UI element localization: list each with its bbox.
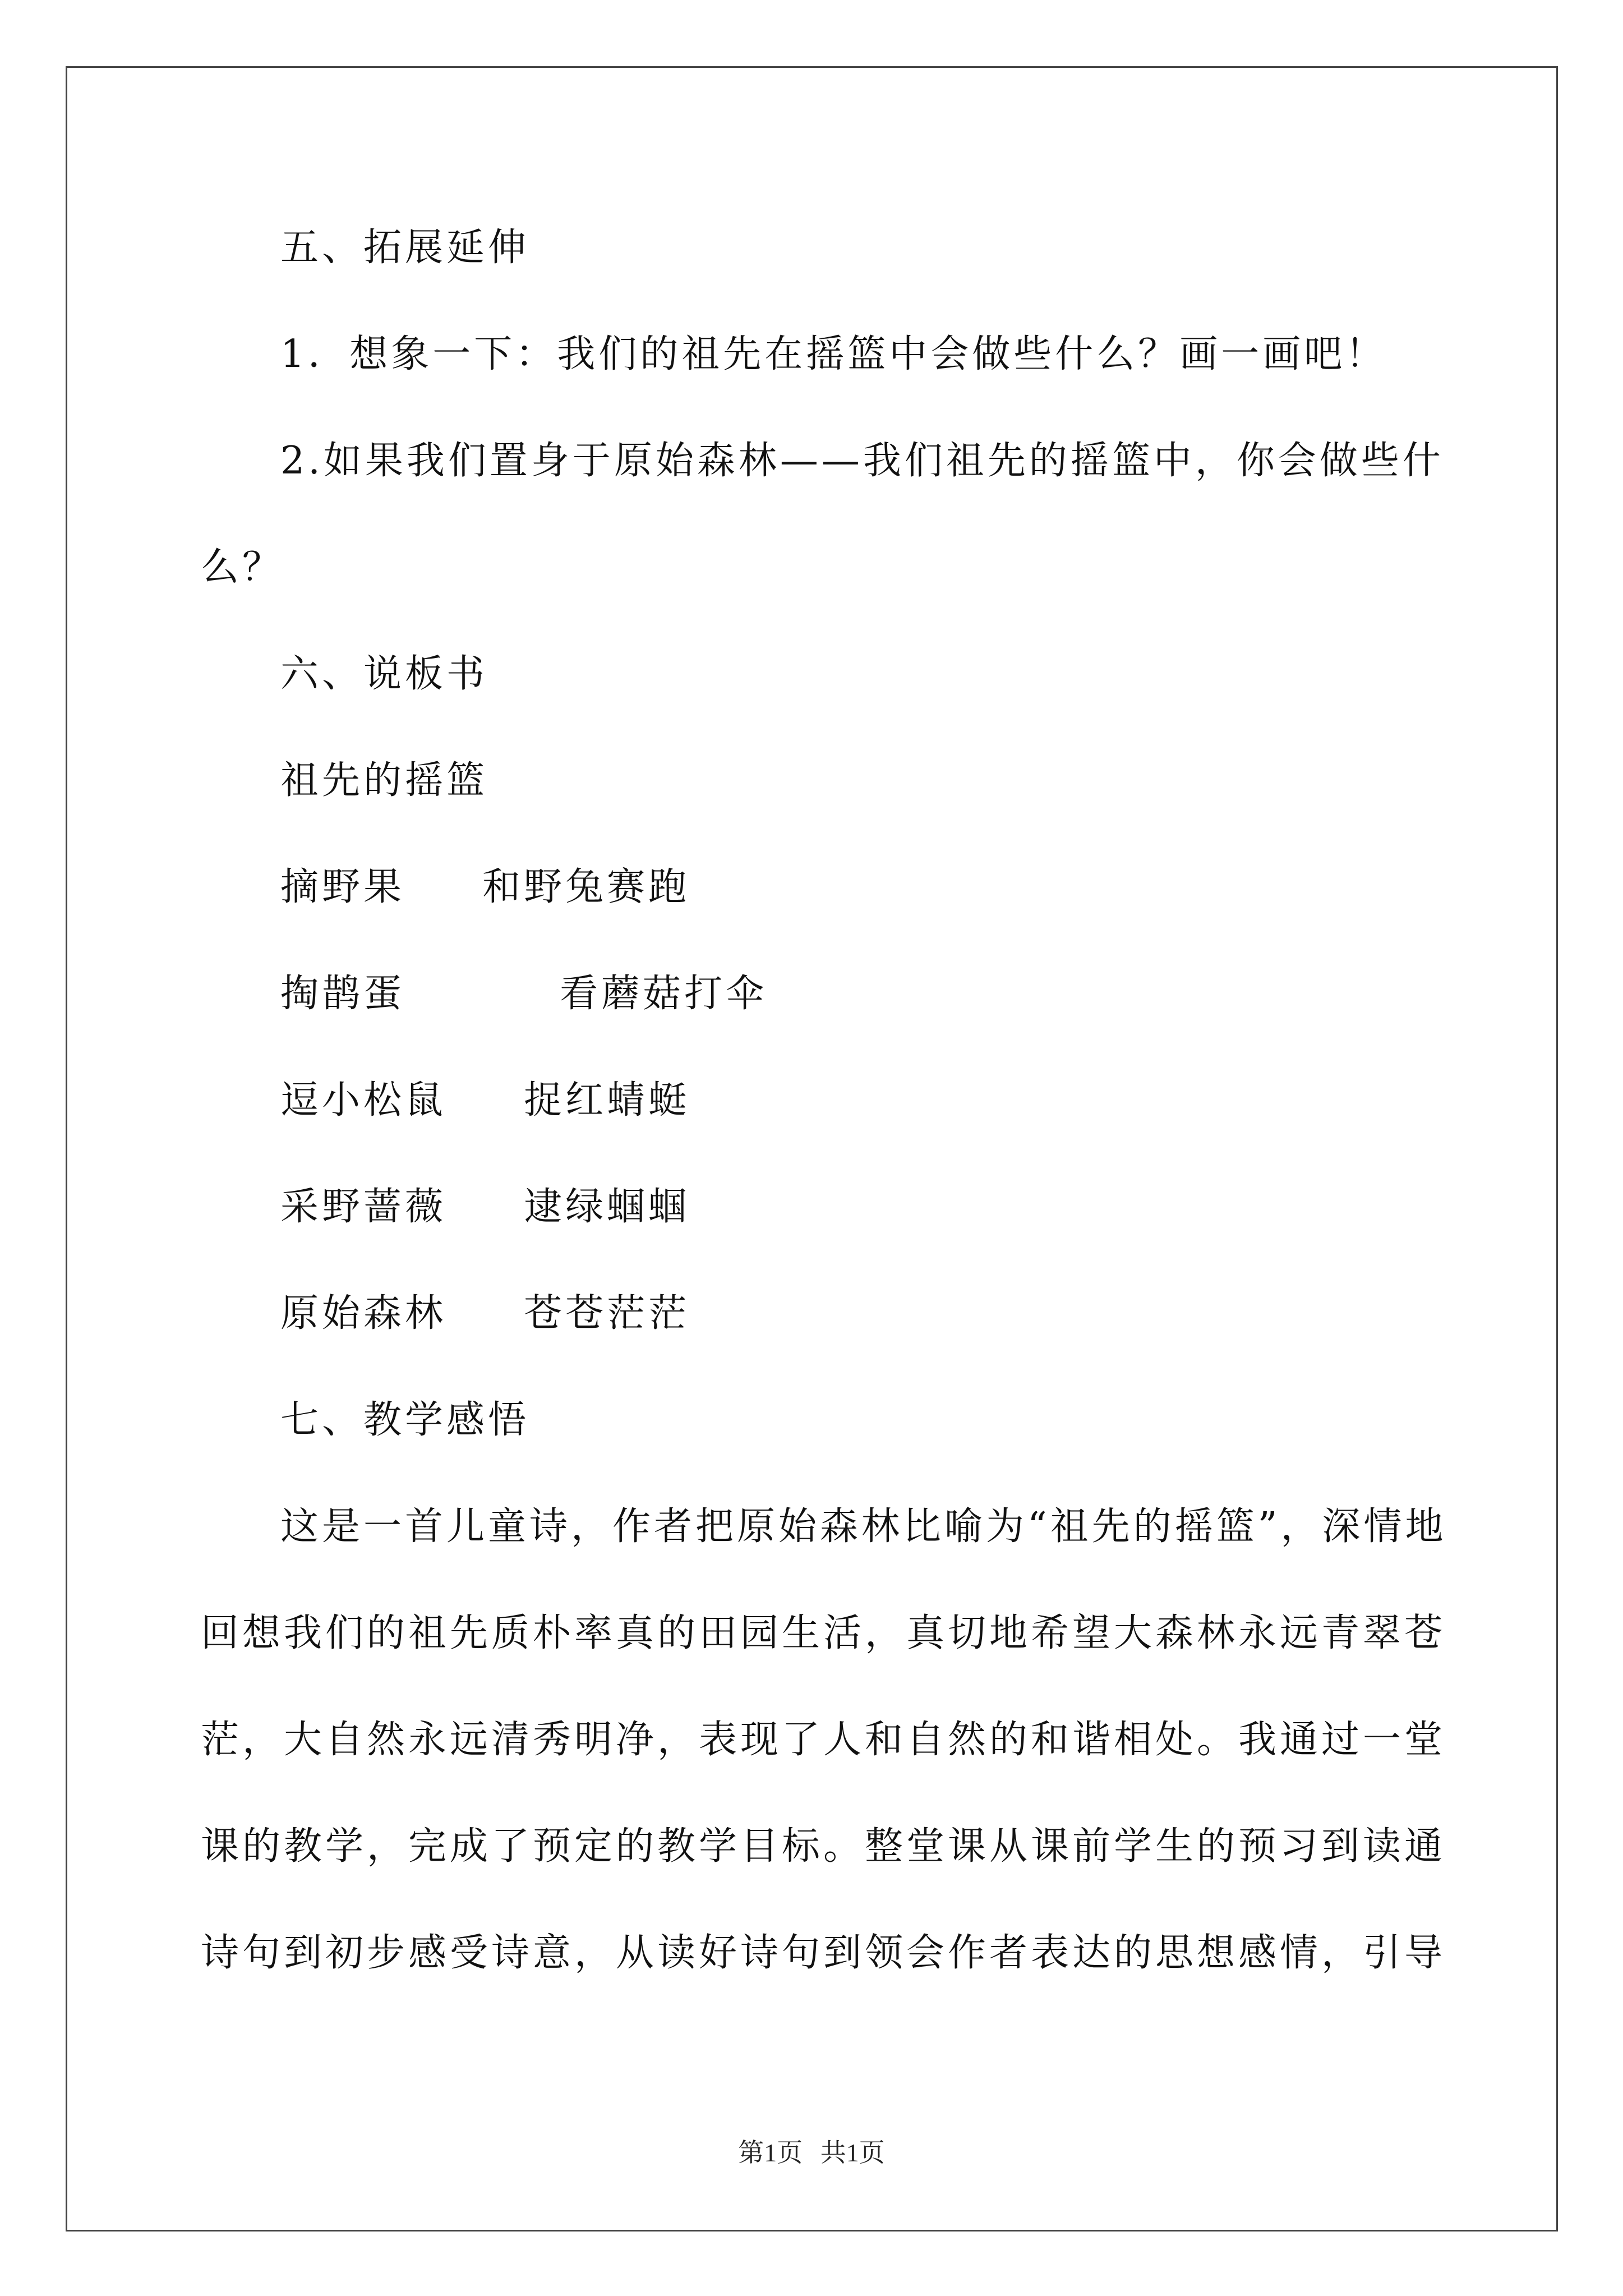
board-line: 原始森林 苍苍茫茫 xyxy=(280,1291,690,1336)
page-footer: 第1页 共1页 xyxy=(738,2138,885,2167)
paragraph-line: 回想我们的祖先质朴率真的田园生活，真切地希望大森林永远青翠苍 xyxy=(201,1611,1446,1655)
section-heading-extension: 五、拓展延伸 xyxy=(280,226,530,270)
page-border xyxy=(66,66,1558,2231)
paragraph-line: 课的教学，完成了预定的教学目标。整堂课从课前学生的预习到读通 xyxy=(201,1824,1446,1869)
board-line: 掏鹊蛋 看蘑菇打伞 xyxy=(280,972,768,1016)
paragraph-line: 诗句到初步感受诗意，从读好诗句到领会作者表达的思想感情，引导 xyxy=(201,1931,1446,1975)
paragraph-line: 茫，大自然永远清秀明净，表现了人和自然的和谐相处。我通过一堂 xyxy=(201,1718,1446,1762)
paragraph-line: 1．想象一下：我们的祖先在摇篮中会做些什么？画一画吧！ xyxy=(280,332,1387,376)
section-heading-board: 六、说板书 xyxy=(280,652,488,696)
board-line: 逗小松鼠 捉红蜻蜓 xyxy=(280,1078,690,1122)
board-line: 摘野果 和野兔赛跑 xyxy=(280,865,690,909)
paragraph-line: 么？ xyxy=(201,545,284,590)
section-heading-reflection: 七、教学感悟 xyxy=(280,1398,530,1442)
board-line: 采野蔷薇 逮绿蝈蝈 xyxy=(280,1185,690,1229)
paragraph-line: 2.如果我们置身于原始森林——我们祖先的摇篮中，你会做些什 xyxy=(280,439,1444,483)
board-title: 祖先的摇篮 xyxy=(280,758,488,803)
paragraph-line: 这是一首儿童诗，作者把原始森林比喻为“祖先的摇篮”，深情地 xyxy=(280,1504,1447,1549)
